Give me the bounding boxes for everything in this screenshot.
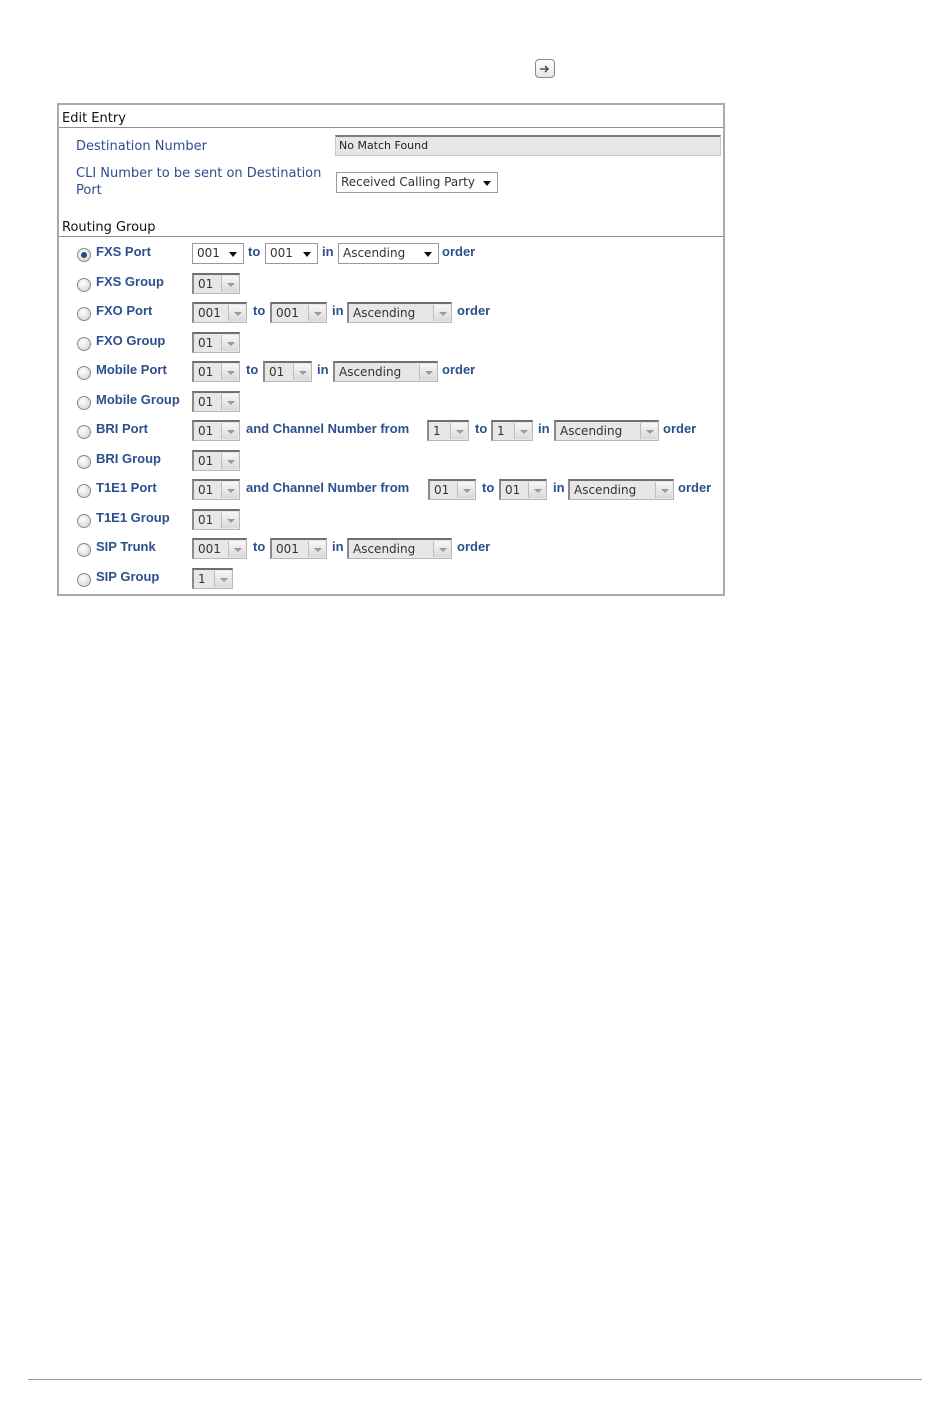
channel-from-text: and Channel Number from [246,421,410,436]
chevron-down-icon [479,174,496,191]
select-value: 001 [276,542,299,556]
radio-bri-port[interactable] [77,425,91,439]
chevron-down-icon [514,423,531,439]
routing-row-fxs-port [59,242,723,266]
order-text: order [457,303,491,318]
fxs-port-to-select[interactable] [265,243,318,264]
routing-row-sip-group [59,567,723,591]
select-value: 01 [198,395,214,409]
to-text: to [248,244,261,259]
in-text: in [332,303,344,318]
order-text: order [663,421,697,436]
select-value: 01 [198,336,214,350]
select-value: Ascending [560,424,623,438]
fxs-port-order-select[interactable] [338,243,439,264]
option-label: BRI Group [96,451,161,466]
radio-t1e1-port[interactable] [77,484,91,498]
chevron-down-icon [221,394,238,410]
select-value: 001 [270,246,293,260]
destination-number-label: Destination Number [76,139,207,154]
chevron-down-icon [640,423,657,439]
cli-number-label-line2: Port [76,183,102,198]
t1e1-port-select[interactable] [192,479,240,500]
t1e1-group-select[interactable] [192,509,240,530]
select-value: 01 [434,483,450,497]
radio-t1e1-group[interactable] [77,514,91,528]
select-value: 01 [198,513,214,527]
mobile-port-from-select[interactable] [192,361,240,382]
select-value: 001 [198,542,221,556]
in-text: in [322,244,334,259]
chevron-down-icon [214,571,231,587]
routing-row-bri-group [59,449,723,473]
radio-sip-trunk[interactable] [77,543,91,557]
radio-fxo-group[interactable] [77,337,91,351]
chevron-down-icon [433,305,450,321]
chevron-down-icon [655,482,672,498]
chevron-down-icon [228,305,245,321]
radio-sip-group[interactable] [77,573,91,587]
in-text: in [538,421,550,436]
select-value: 001 [276,306,299,320]
routing-row-mobile-port [59,360,723,384]
cli-number-select-value: Received Calling Party [341,175,475,189]
bri-port-select[interactable] [192,420,240,441]
routing-row-sip-trunk [59,537,723,561]
edit-entry-title: Edit Entry [62,111,126,126]
chevron-down-icon [433,541,450,557]
option-label: SIP Trunk [96,539,156,554]
radio-fxs-port[interactable] [77,248,91,262]
select-value: 01 [198,454,214,468]
section-divider [59,127,723,128]
radio-bri-group[interactable] [77,455,91,469]
select-value: 1 [433,424,441,438]
option-label: SIP Group [96,569,160,584]
cli-number-label [76,165,321,199]
chevron-down-icon [308,305,325,321]
in-text: in [553,480,565,495]
select-value: Ascending [353,306,416,320]
destination-number-field[interactable]: No Match Found [335,135,721,156]
fxo-port-order-select[interactable] [347,302,452,323]
routing-row-bri-port [59,419,723,443]
option-label: BRI Port [96,421,148,436]
chevron-down-icon [221,512,238,528]
channel-from-text: and Channel Number from [246,480,410,495]
select-value: 01 [198,424,214,438]
chevron-down-icon [450,423,467,439]
select-value: 01 [198,277,214,291]
chevron-down-icon [457,482,474,498]
option-label: FXS Port [96,244,151,259]
arrow-right-icon [539,64,551,74]
chevron-down-icon [221,276,238,292]
bri-group-select[interactable] [192,450,240,471]
select-value: 001 [197,246,220,260]
chevron-down-icon [420,245,437,262]
option-label: Mobile Port [96,362,167,377]
sip-trunk-order-select[interactable] [347,538,452,559]
chevron-down-icon [225,245,242,262]
select-value: 1 [497,424,505,438]
in-text: in [332,539,344,554]
select-value: Ascending [574,483,637,497]
routing-row-fxs-group [59,272,723,296]
select-value: Ascending [343,246,406,260]
chevron-down-icon [221,453,238,469]
to-text: to [482,480,495,495]
fxo-port-from-select[interactable] [192,302,247,323]
chevron-down-icon [221,482,238,498]
select-value: Ascending [353,542,416,556]
order-text: order [442,244,476,259]
go-arrow-button[interactable] [535,59,555,78]
routing-row-t1e1-port [59,478,723,502]
fxo-group-select[interactable] [192,332,240,353]
radio-fxo-port[interactable] [77,307,91,321]
select-value: 01 [198,483,214,497]
bri-order-select[interactable] [554,420,659,441]
select-value: 01 [269,365,285,379]
option-label: T1E1 Group [96,510,170,525]
routing-row-t1e1-group [59,508,723,532]
order-text: order [442,362,476,377]
select-value: 01 [505,483,521,497]
routing-row-fxo-group [59,331,723,355]
cli-number-label-line1: CLI Number to be sent on Destination [76,166,322,181]
radio-fxs-group[interactable] [77,278,91,292]
bri-channel-to-select[interactable] [491,420,533,441]
to-text: to [253,539,266,554]
in-text: in [317,362,329,377]
t1e1-order-select[interactable] [568,479,674,500]
t1e1-channel-from-select[interactable] [428,479,476,500]
radio-mobile-port[interactable] [77,366,91,380]
mobile-port-to-select[interactable] [263,361,312,382]
option-label: Mobile Group [96,392,180,407]
chevron-down-icon [299,245,316,262]
to-text: to [475,421,488,436]
chevron-down-icon [221,364,238,380]
edit-entry-panel [57,103,725,596]
footer-divider [28,1379,922,1380]
select-value: Ascending [339,365,402,379]
select-value: 1 [198,572,206,586]
chevron-down-icon [308,541,325,557]
select-value: 001 [198,306,221,320]
to-text: to [246,362,259,377]
chevron-down-icon [221,335,238,351]
sip-group-select[interactable] [192,568,233,589]
chevron-down-icon [528,482,545,498]
chevron-down-icon [293,364,310,380]
routing-row-fxo-port [59,301,723,325]
fxs-group-select[interactable] [192,273,240,294]
option-label: T1E1 Port [96,480,157,495]
chevron-down-icon [419,364,436,380]
routing-group-title: Routing Group [62,220,156,235]
t1e1-channel-to-select[interactable] [499,479,547,500]
chevron-down-icon [221,423,238,439]
option-label: FXS Group [96,274,164,289]
order-text: order [457,539,491,554]
select-value: 01 [198,365,214,379]
sip-trunk-from-select[interactable] [192,538,247,559]
section-divider [59,236,723,237]
fxo-port-to-select[interactable] [270,302,327,323]
option-label: FXO Group [96,333,166,348]
to-text: to [253,303,266,318]
chevron-down-icon [228,541,245,557]
mobile-port-order-select[interactable] [333,361,438,382]
cli-number-select[interactable] [336,172,498,193]
bri-channel-from-select[interactable] [427,420,469,441]
sip-trunk-to-select[interactable] [270,538,327,559]
radio-mobile-group[interactable] [77,396,91,410]
mobile-group-select[interactable] [192,391,240,412]
order-text: order [678,480,712,495]
fxs-port-from-select[interactable] [192,243,244,264]
option-label: FXO Port [96,303,153,318]
routing-row-mobile-group [59,390,723,414]
